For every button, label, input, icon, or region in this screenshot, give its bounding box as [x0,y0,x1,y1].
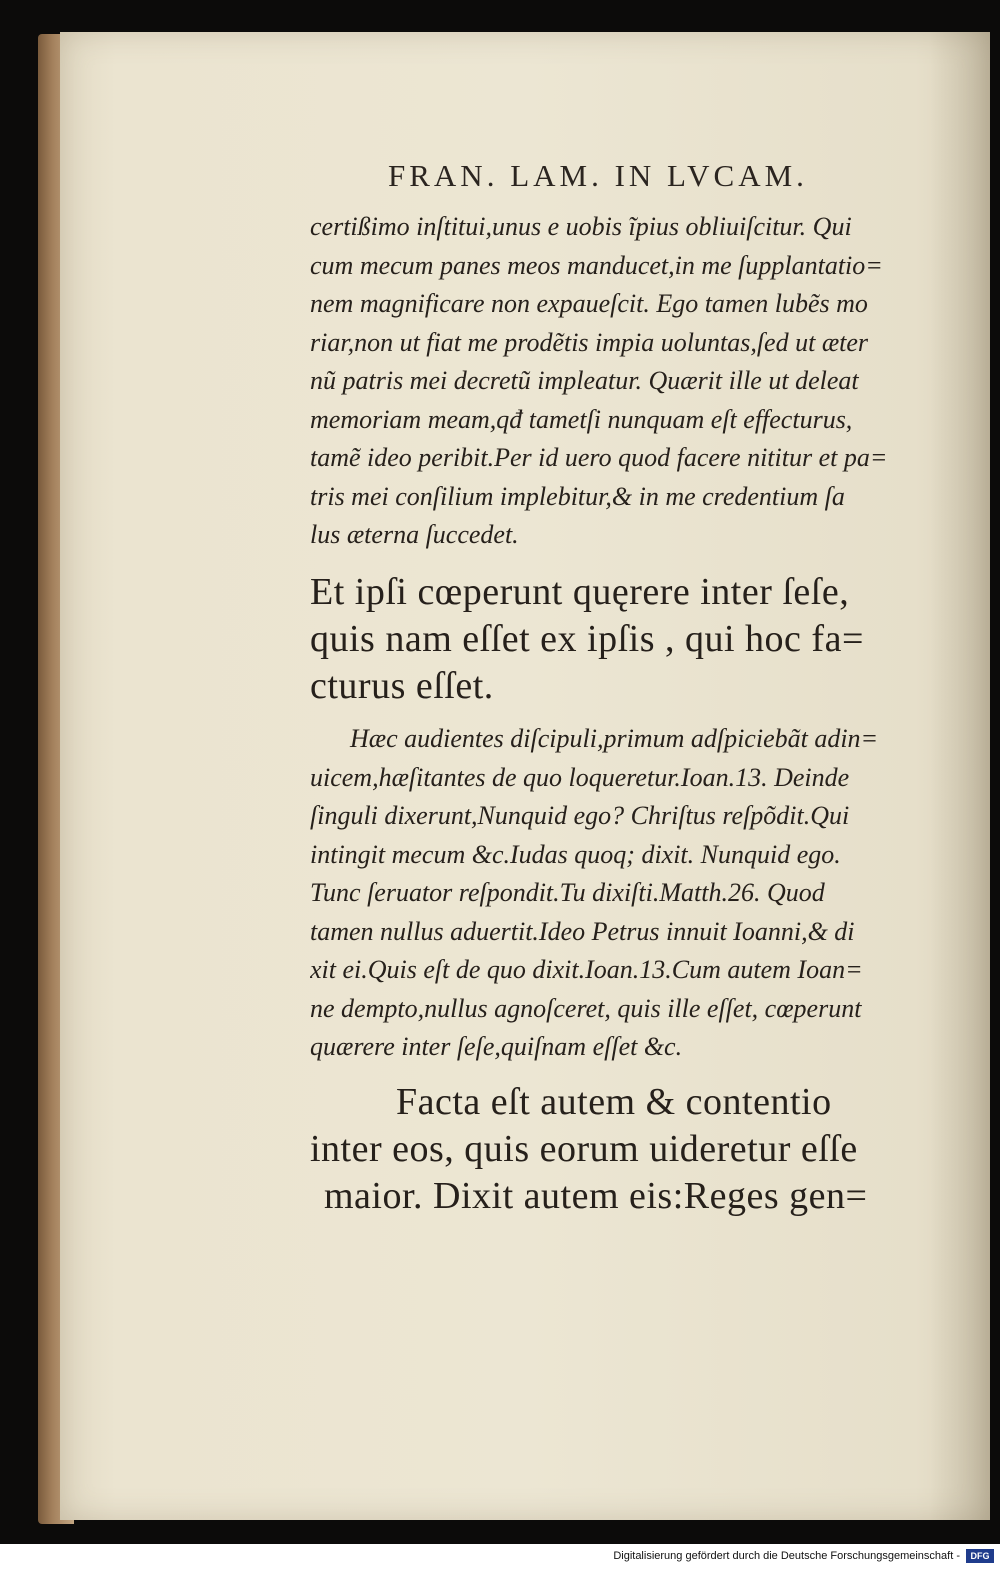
text-line: cturus eſſet. [310,665,494,707]
text-line: inter eos, quis eorum uideretur eſſe [310,1128,858,1170]
text-line: ſinguli dixerunt,Nunquid ego? Chriſtus reſpõdit.Qui [310,801,850,830]
text-line: Hæc audientes diſcipuli,primum adſpiciebãt adin= [350,724,879,753]
text-line: quis nam eſſet ex ipſis , qui hoc fa= [310,618,864,660]
text-line: lus æterna ſuccedet. [310,520,519,549]
commentary-paragraph-1 [310,208,942,555]
text-line: intingit mecum &c.Iudas quoq; dixit. Nunquid ego. [310,839,841,869]
text-line: nũ patris mei decretũ impleatur. Quærit ille ut deleat [310,366,859,395]
text-line: cum mecum panes meos manducet,in me ſupplantatio= [310,250,883,280]
text-line: Facta eſt autem & contentio [396,1081,832,1123]
text-line: riar,non ut fiat me prodẽtis impia uoluntas,ſed ut æter [310,327,869,357]
text-line: nem magnificare non expaueſcit. Ego tamen lubẽs mo [310,289,868,318]
text-line: tris mei conſilium implebitur,& in me credentium ſa [310,481,845,511]
text-line: xit ei.Quis eſt de quo dixit.Ioan.13.Cum autem Ioan= [310,955,863,984]
text-line: ne dempto,nullus agnoſceret, quis ille eſſet, cœperunt [310,993,862,1023]
scripture-lemma-2 [310,1079,942,1220]
text-line: certißimo inſtitui,unus e uobis ĩpius obliuiſcitur. Qui [310,212,852,241]
text-line: maior. Dixit autem eis:Reges gen= [324,1175,868,1217]
funding-notice: Digitalisierung gefördert durch die Deutsche Forschungsgemeinschaft - [613,1550,960,1562]
text-line: Et ipſi cœperunt quęrere inter ſeſe, [310,571,850,613]
running-head: FRAN. LAM. IN LVCAM. [388,158,808,193]
commentary-paragraph-2 [310,720,942,1067]
text-line: quærere inter ſeſe,quiſnam eſſet &c. [310,1032,683,1061]
text-line: tamen nullus aduertit.Ideo Petrus innuit Ioanni,& di [310,916,855,946]
text-line: tamẽ ideo peribit.Per id uero quod facere nititur et pa= [310,443,888,472]
dfg-logo: DFG [966,1549,994,1563]
scripture-lemma-1 [310,569,942,710]
digitization-footer [0,1544,1000,1569]
text-line: Tunc ſeruator reſpondit.Tu dixiſti.Matth.26. Quod [310,878,825,907]
text-line: memoriam meam,qđ tametſi nunquam eſt effecturus, [310,404,853,434]
text-line: uicem,hæſitantes de quo loqueretur.Ioan.13. Deinde [310,762,850,792]
